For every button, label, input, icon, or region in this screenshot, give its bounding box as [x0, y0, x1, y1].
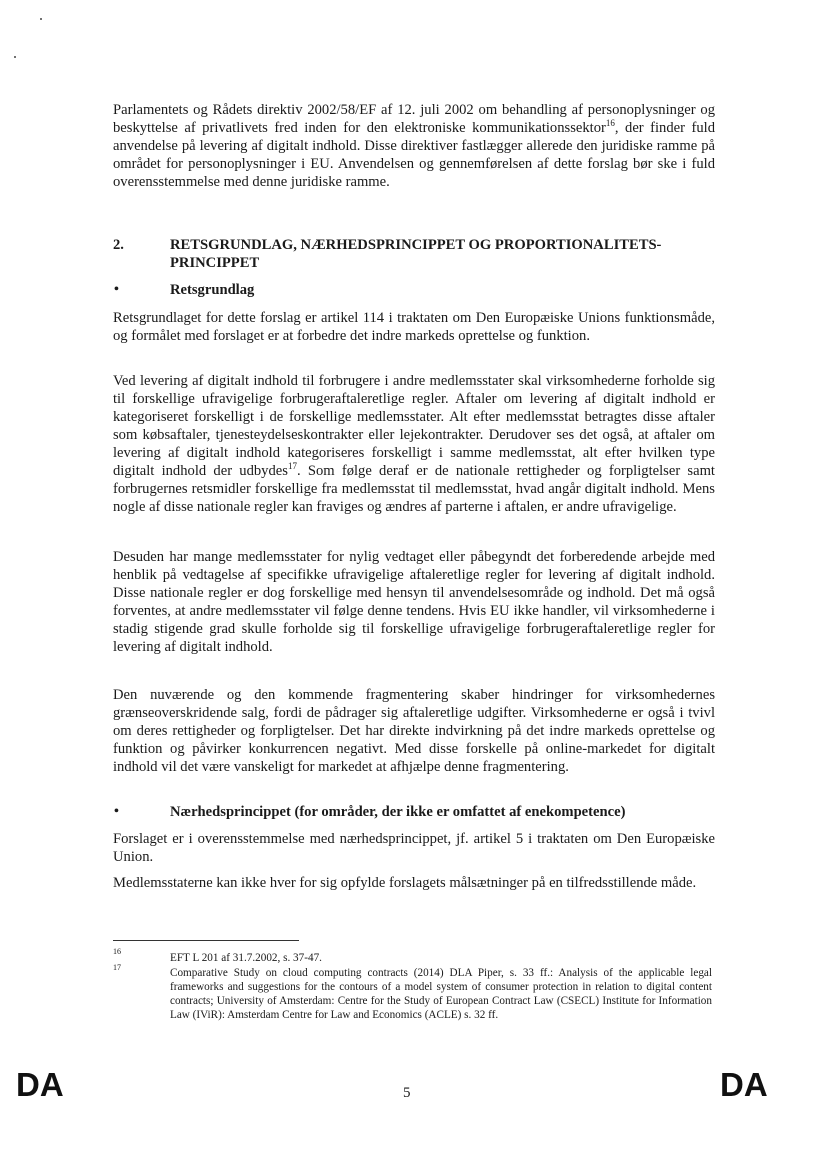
footnote-17: Comparative Study on cloud computing contracts (2014) DLA Piper, s. 33 ff.: Analysis of the applicable legal frameworks and suggestions for the contours of a model system of consumer protection in relation to digital content contracts; University of Amsterdam: Centre for the Study of European Contract Law (CSECL) Institute for Information Law (IViR): Amsterdam Centre for Law and Economics (ACLE) s. 32 ff. [170, 967, 712, 1021]
paragraph-legal-basis: Retsgrundlaget for dette forslag er artikel 114 i traktaten om Den Europæiske Unions funktionsmåde, og formålet med forslaget er at forbedre det indre markeds oprettelse og funktion. [113, 310, 715, 344]
language-code-right: DA [720, 1066, 768, 1103]
footnote-number: 16 [113, 947, 121, 956]
footnote-number: 17 [113, 963, 121, 972]
footnote-ref-17[interactable]: 17 [287, 461, 297, 472]
section-heading: RETSGRUNDLAG, NÆRHEDSPRINCIPPET OG PROPORTIONALITETS-PRINCIPPET [170, 237, 662, 271]
bullet-marker: • [114, 804, 119, 819]
scan-speck [14, 56, 16, 58]
footnote-16: EFT L 201 af 31.7.2002, s. 37-47. [170, 952, 322, 964]
paragraph-barriers: Den nuværende og den kommende fragmentering skaber hindringer for virksomhedernes grænseoverskridende salg, fordi de pådrager sig aftaleretlige udgifter. Virksomhederne er også i tvivl om deres rettigheder og forpligtelser. Det har direkte indvirkning på det indre markeds oprettelse og funktion og påvirker konkurrencen negativt. Med disse forskelle på online-markedet for digitalt indhold vil det være vanskeligt for markedet at afhjælpe denne fragmentering. [113, 687, 715, 775]
paragraph-fragmentation: Ved levering af digitalt indhold til forbrugere i andre medlemsstater skal virksomhederne forholde sig til forskellige ufravigelige forbrugeraftaleretlige regler. Aftaler om levering af digitalt indhold er kategoriseret forskelligt i de forskellige medlemsstater. Alt efter medlemsstat betragtes disse aftaler som købsaftaler, tjenesteydelseskontrakter eller lejekontrakter. Derudover ses det også, at aftaler om levering af digitalt indhold kategoriseres forskelligt i samme medlemsstat, alt efter hvilken type digitalt indhold der udbydes$^{17}$. Som følge deraf er de nationale rettigheder og forpligtelser samt forbrugernes retsmidler forskellige fra medlemsstat til medlemsstat, hvad angår digitalt indhold. Mens nogle af disse nationale regler kan fraviges og ændres af parterne i aftalen, er andre ufravigelige. [113, 373, 715, 515]
section-number: 2. [113, 237, 124, 253]
paragraph-objectives: Medlemsstaterne kan ikke hver for sig opfylde forslagets målsætninger på en tilfredsstillende måde. [113, 875, 697, 891]
footnote-ref-16[interactable]: 16 [605, 118, 615, 129]
bullet-marker: • [114, 282, 119, 297]
footnote-separator [113, 940, 299, 941]
scan-speck [40, 18, 42, 20]
subheading-retsgrundlag: Retsgrundlag [170, 282, 255, 298]
language-code-left: DA [16, 1066, 64, 1103]
paragraph-subsidiarity: Forslaget er i overensstemmelse med nærhedsprincippet, jf. artikel 5 i traktaten om Den Europæiske Union. [113, 831, 715, 865]
intro-paragraph: Parlamentets og Rådets direktiv 2002/58/EF af 12. juli 2002 om behandling af personoplysninger og beskyttelse af privatlivets fred inden for den elektroniske kommunikationssektor$^{16}$, der finder fuld anvendelse på levering af digitalt indhold. Disse direktiver fastlægger allerede den juridiske ramme på området for personoplysninger i EU. Anvendelsen og gennemførelsen af dette forslag bør ske i fuld overensstemmelse med denne juridiske ramme. [113, 102, 715, 190]
paragraph-member-states: Desuden har mange medlemsstater for nylig vedtaget eller påbegyndt det forberedende arbejde med henblik på vedtagelse af specifikke ufravigelige aftaleretlige regler for levering af digitalt indhold. Disse nationale regler er dog forskellige med hensyn til anvendelsesområde og indhold. Det må også forventes, at andre medlemsstater vil følge denne tendens. Hvis EU ikke handler, vil virksomhederne i stadig stigende grad skulle forholde sig til forskellige ufravigelige forbrugeraftaleretlige regler for levering af digitalt indhold. [113, 549, 715, 655]
page-number: 5 [403, 1085, 411, 1101]
subheading-subsidiarity: Nærhedsprincippet (for områder, der ikke er omfattet af enekompetence) [170, 804, 626, 820]
